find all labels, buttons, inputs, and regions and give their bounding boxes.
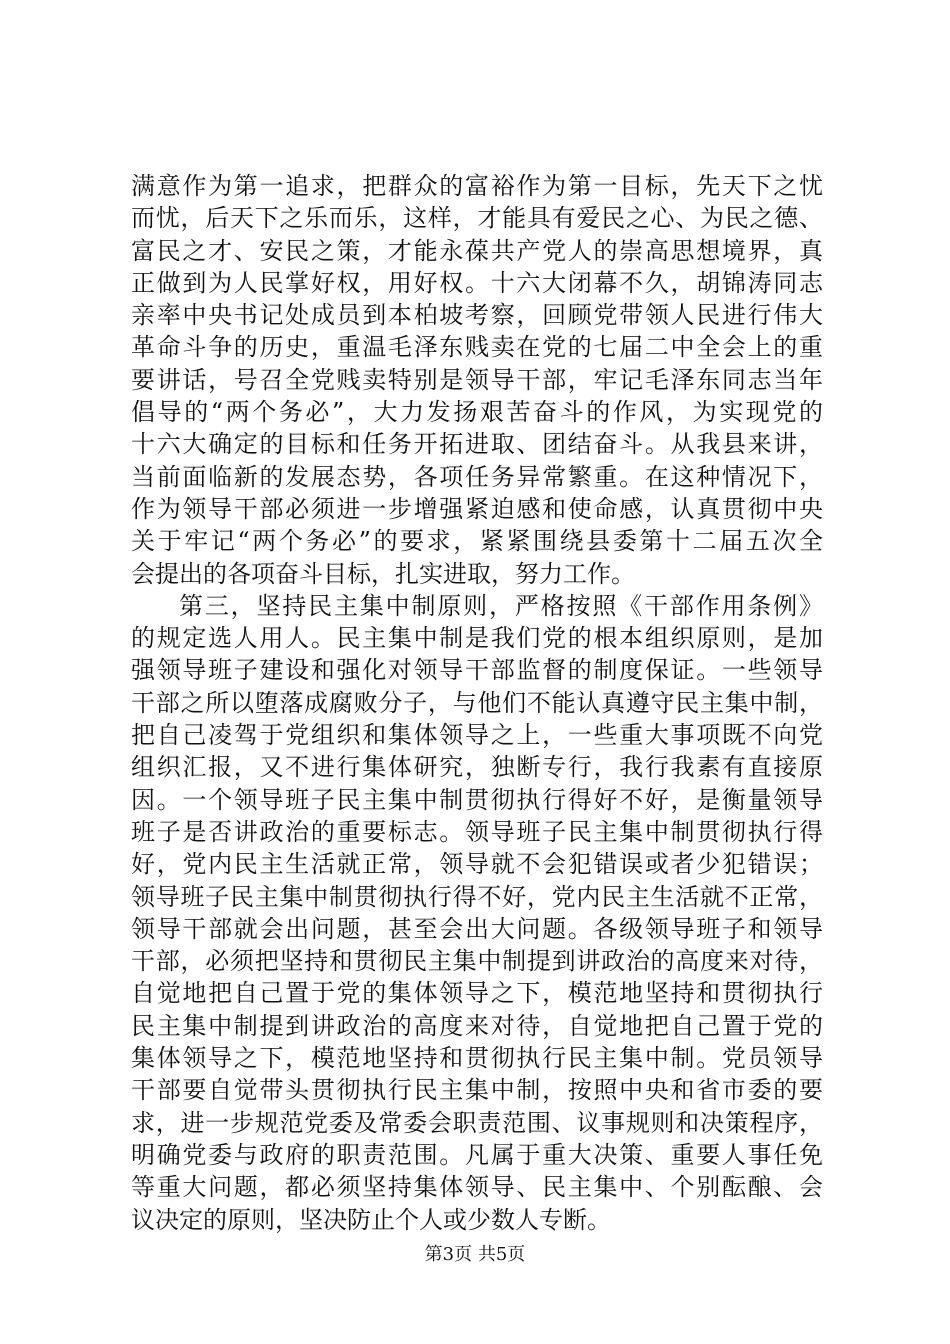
- text-line: 关于牢记“两个务必”的要求，紧紧围绕县委第十二届五次全: [131, 527, 823, 556]
- text-line: 倡导的“两个务必”，大力发扬艰苦奋斗的作风，为实现党的: [131, 398, 823, 427]
- text-line: 等重大问题，都必须坚持集体领导、民主集中、个别酝酿、会: [131, 1173, 823, 1202]
- text-line: 作为领导干部必须进一步增强紧迫感和使命感，认真贯彻中央: [131, 494, 823, 523]
- text-line: 把自己凌驾于党组织和集体领导之上，一些重大事项既不向党: [131, 721, 823, 750]
- text-line: 班子是否讲政治的重要标志。领导班子民主集中制贯彻执行得: [131, 817, 823, 846]
- text-line: 因。一个领导班子民主集中制贯彻执行得好不好，是衡量领导: [131, 785, 823, 814]
- text-line: 而忧，后天下之乐而乐，这样，才能具有爱民之心、为民之德、: [131, 204, 823, 233]
- paragraph-start-line: 第三，坚持民主集中制原则，严格按照《干部作用条例》: [179, 591, 823, 620]
- text-line: 会提出的各项奋斗目标，扎实进取，努力工作。: [131, 559, 635, 588]
- text-line: 当前面临新的发展态势，各项任务异常繁重。在这种情况下，: [131, 462, 823, 491]
- text-line: 革命斗争的历史，重温毛泽东贱卖在党的七届二中全会上的重: [131, 333, 823, 362]
- text-line: 民主集中制提到讲政治的高度来对待，自觉地把自己置于党的: [131, 1011, 823, 1040]
- text-line: 好，党内民主生活就正常，领导就不会犯错误或者少犯错误；: [131, 850, 823, 879]
- text-line: 求，进一步规范党委及常委会职责范围、议事规则和决策程序，: [131, 1108, 823, 1137]
- text-line: 自觉地把自己置于党的集体领导之下，模范地坚持和贯彻执行: [131, 979, 823, 1008]
- text-line: 的规定选人用人。民主集中制是我们党的根本组织原则，是加: [131, 624, 823, 653]
- text-line: 干部，必须把坚持和贯彻民主集中制提到讲政治的高度来对待，: [131, 947, 823, 976]
- text-line: 干部之所以堕落成腐败分子，与他们不能认真遵守民主集中制，: [131, 688, 823, 717]
- text-line: 领导干部就会出问题，甚至会出大问题。各级领导班子和领导: [131, 914, 823, 943]
- text-line: 集体领导之下，模范地坚持和贯彻执行民主集中制。党员领导: [131, 1044, 823, 1073]
- text-line: 十六大确定的目标和任务开拓进取、团结奋斗。从我县来讲，: [131, 430, 823, 459]
- text-line: 议决定的原则，坚决防止个人或少数人专断。: [131, 1205, 611, 1234]
- text-line: 强领导班子建设和强化对领导干部监督的制度保证。一些领导: [131, 656, 823, 685]
- text-line: 组织汇报，又不进行集体研究，独断专行，我行我素有直接原: [131, 753, 823, 782]
- text-line: 领导班子民主集中制贯彻执行得不好，党内民主生活就不正常，: [131, 882, 823, 911]
- text-line: 亲率中央书记处成员到本柏坡考察，回顾党带领人民进行伟大: [131, 301, 823, 330]
- body-text: [131, 170, 823, 1236]
- text-line: 要讲话，号召全党贱卖特别是领导干部，牢记毛泽东同志当年: [131, 365, 823, 394]
- text-line: 干部要自觉带头贯彻执行民主集中制，按照中央和省市委的要: [131, 1076, 823, 1105]
- text-line: 明确党委与政府的职责范围。凡属于重大决策、重要人事任免: [131, 1140, 823, 1169]
- text-line: 正做到为人民掌好权，用好权。十六大闭幕不久，胡锦涛同志: [131, 268, 823, 297]
- page-footer: [0, 1243, 950, 1267]
- text-line: 满意作为第一追求，把群众的富裕作为第一目标，先天下之忧: [131, 172, 823, 200]
- page-number: 第3页 共5页: [424, 1244, 526, 1265]
- text-line: 富民之才、安民之策，才能永葆共产党人的崇高思想境界，真: [131, 236, 823, 265]
